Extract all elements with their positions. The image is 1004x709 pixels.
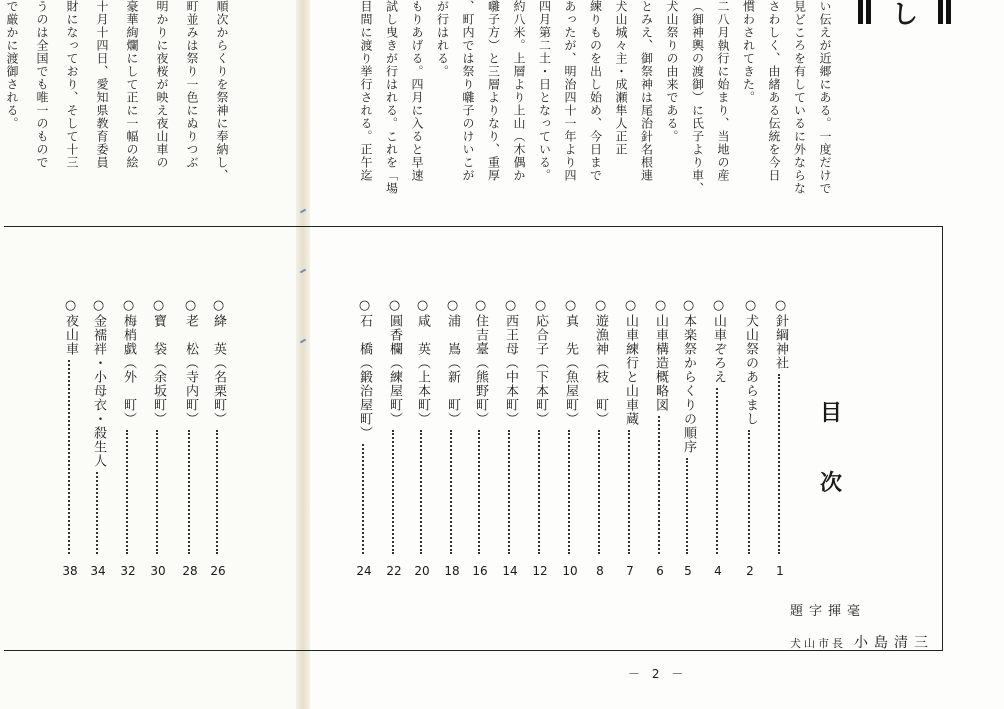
- body-text-column: とみえ、御祭神は尾治針名根連: [639, 0, 654, 182]
- toc-entry: [591, 298, 609, 554]
- dot-leader: [598, 430, 602, 554]
- body-text-column: 犬山祭りの由来である。: [665, 0, 679, 143]
- toc-entry: [501, 298, 519, 554]
- toc-entry-label: ○圓香欄（練屋町）: [387, 298, 402, 426]
- page-number: － 2 －: [628, 667, 688, 681]
- dot-leader: [216, 430, 220, 554]
- toc-entry: [61, 298, 79, 554]
- toc-page-number: 38: [62, 564, 78, 578]
- body-text-column: 十月十四日、愛知県教育委員: [95, 0, 109, 169]
- toc-page-number: 32: [120, 564, 136, 578]
- toc-entry-label: ○山車構造概略図: [653, 298, 668, 412]
- toc-entry-label: ○針綱神社: [773, 298, 788, 370]
- body-text-column: 囃子方）と三層よりなり、重厚: [486, 0, 501, 182]
- toc-entry-label: ○寶 袋（余坂町）: [151, 298, 166, 426]
- toc-page-number: 8: [596, 564, 604, 578]
- toc-entry: [149, 298, 167, 554]
- toc-page-number: 22: [386, 564, 402, 578]
- section-heading-ornament: [858, 0, 954, 30]
- toc-page-number: 1: [776, 564, 784, 578]
- toc-entry: [443, 298, 461, 554]
- dot-leader: [420, 430, 424, 554]
- dot-leader: [392, 430, 396, 554]
- body-text-column: 練りものを出し始め、今日まで: [588, 0, 603, 182]
- toc-entry: [355, 298, 373, 554]
- toc-page-number: 30: [150, 564, 166, 578]
- body-text-column: 町並みは祭り一色にぬりつぶ: [185, 0, 199, 169]
- toc-entry-label: ○梅梢戯（外 町）: [121, 298, 136, 426]
- toc-entry-label: ○夜山車: [63, 298, 78, 356]
- toc-entry: [679, 298, 697, 554]
- dot-leader: [778, 374, 782, 554]
- toc-entry-label: ○老 松（寺内町）: [183, 298, 198, 426]
- toc-entry-label: ○西王母（中本町）: [503, 298, 518, 426]
- toc-entry: [181, 298, 199, 554]
- toc-entry-label: ○金襦袢・小母衣・殺生人: [91, 298, 106, 468]
- dot-leader: [628, 430, 632, 554]
- body-text-column: 慣わされてきた。: [741, 0, 756, 104]
- body-text-column: い伝えが近郷にある。一度だけで: [818, 0, 832, 195]
- body-text-column: が行はれる。: [435, 0, 450, 78]
- toc-entry-label: ○山車ぞろえ: [711, 298, 726, 384]
- toc-entry: [89, 298, 107, 554]
- toc-entry: [531, 298, 549, 554]
- toc-page-number: 2: [746, 564, 754, 578]
- toc-page-number: 6: [656, 564, 664, 578]
- dot-leader: [188, 430, 192, 554]
- dot-leader: [538, 430, 542, 554]
- toc-page-number: 20: [414, 564, 430, 578]
- toc-entry: [741, 298, 759, 554]
- body-text-column: 目間に渡り挙行される。正午迄: [359, 0, 373, 182]
- toc-entry: [709, 298, 727, 554]
- mayor-credit: [790, 632, 934, 652]
- body-text-column: 二八月執行に始まり、当地の産: [716, 0, 730, 182]
- body-text-column: で厳かに渡御される。: [5, 0, 19, 130]
- toc-entry: [385, 298, 403, 554]
- toc-page-number: 5: [684, 564, 692, 578]
- calligraphy-credit: 題字揮毫: [790, 604, 867, 619]
- body-text-column: あったが、明治四十一年より四: [563, 0, 577, 182]
- body-text-column: うのは全国でも唯一のもので: [35, 0, 49, 169]
- body-text-column: 豪華絢爛にして正に一幅の絵: [125, 0, 139, 169]
- body-text-column: 見どころを有しているに外ならな: [792, 0, 807, 195]
- toc-entry: [413, 298, 431, 554]
- toc-page-number: 28: [182, 564, 198, 578]
- toc-page-number: 24: [356, 564, 372, 578]
- toc-entry: [771, 298, 789, 554]
- toc-entry-label: ○山車練行と山車蔵: [623, 298, 638, 426]
- dot-leader: [450, 430, 454, 554]
- dot-leader: [686, 458, 690, 554]
- toc-entry-label: ○咸 英（上本町）: [415, 298, 430, 426]
- dot-leader: [68, 360, 72, 554]
- toc-entry: [651, 298, 669, 554]
- toc-entry-label: ○浦 嶌（新 町）: [445, 298, 460, 426]
- dot-leader: [658, 416, 662, 554]
- toc-page-number: 12: [532, 564, 548, 578]
- toc-title-part1: 目: [820, 400, 843, 426]
- body-text-column: 四月第二土・日となっている。: [537, 0, 552, 182]
- body-text-column: （御神輿の渡御）に氏子より車、: [690, 0, 705, 195]
- body-text-column: 財になっており、そして十三: [65, 0, 79, 169]
- toc-entry-label: ○真 先（魚屋町）: [563, 298, 578, 426]
- body-text-column: 明かりに夜桜が映え夜山車の: [155, 0, 169, 169]
- toc-entry: [209, 298, 227, 554]
- toc-entry-label: ○遊漁神（枝 町）: [593, 298, 608, 426]
- toc-entry-label: ○応合子（下本町）: [533, 298, 548, 426]
- body-text-column: 犬山城々主・成瀬隼人正正: [614, 0, 628, 156]
- toc-entry: [621, 298, 639, 554]
- dot-leader: [126, 430, 130, 554]
- dot-leader: [508, 430, 512, 554]
- toc-title-part2: 次: [820, 470, 843, 496]
- toc-page-number: 34: [90, 564, 106, 578]
- dot-leader: [716, 388, 720, 554]
- toc-entry: [119, 298, 137, 554]
- toc-entry: [471, 298, 489, 554]
- toc-entry-label: ○絳 英（名栗町）: [211, 298, 226, 426]
- toc-page-number: 10: [562, 564, 578, 578]
- toc-page-number: 26: [210, 564, 226, 578]
- body-text-column: もりあげる。四月に入ると早速: [410, 0, 424, 182]
- dot-leader: [362, 444, 366, 554]
- toc-page-number: 7: [626, 564, 634, 578]
- section-heading-glyph: し: [892, 0, 919, 30]
- mayor-title: 犬山市長: [790, 637, 846, 650]
- toc-entry-label: ○本楽祭からくりの順序: [681, 298, 696, 454]
- body-text-column: 、町内では祭り囃子のけいこが: [461, 0, 475, 182]
- dot-leader: [156, 430, 160, 554]
- toc-page-number: 14: [502, 564, 518, 578]
- body-text-column: 約八米。上層より上山（木偶か: [512, 0, 526, 182]
- dot-leader: [568, 430, 572, 554]
- dot-leader: [748, 430, 752, 554]
- toc-entry: [561, 298, 579, 554]
- body-text-column: 試し曳きが行はれる。これを「場: [384, 0, 399, 195]
- toc-entry-label: ○石 橋（鍛治屋町）: [357, 298, 372, 440]
- toc-page-number: 4: [714, 564, 722, 578]
- toc-entry-label: ○犬山祭のあらまし: [743, 298, 758, 426]
- dot-leader: [478, 430, 482, 554]
- toc-page-number: 18: [444, 564, 460, 578]
- toc-entry-label: ○住吉臺（熊野町）: [473, 298, 488, 426]
- dot-leader: [96, 472, 100, 554]
- body-text-column: さわしく、由緒ある伝統を今日: [767, 0, 781, 182]
- body-text-column: 順次からくりを祭神に奉納し、: [215, 0, 229, 182]
- toc-page-number: 16: [472, 564, 488, 578]
- mayor-name: 小島清三: [854, 635, 934, 651]
